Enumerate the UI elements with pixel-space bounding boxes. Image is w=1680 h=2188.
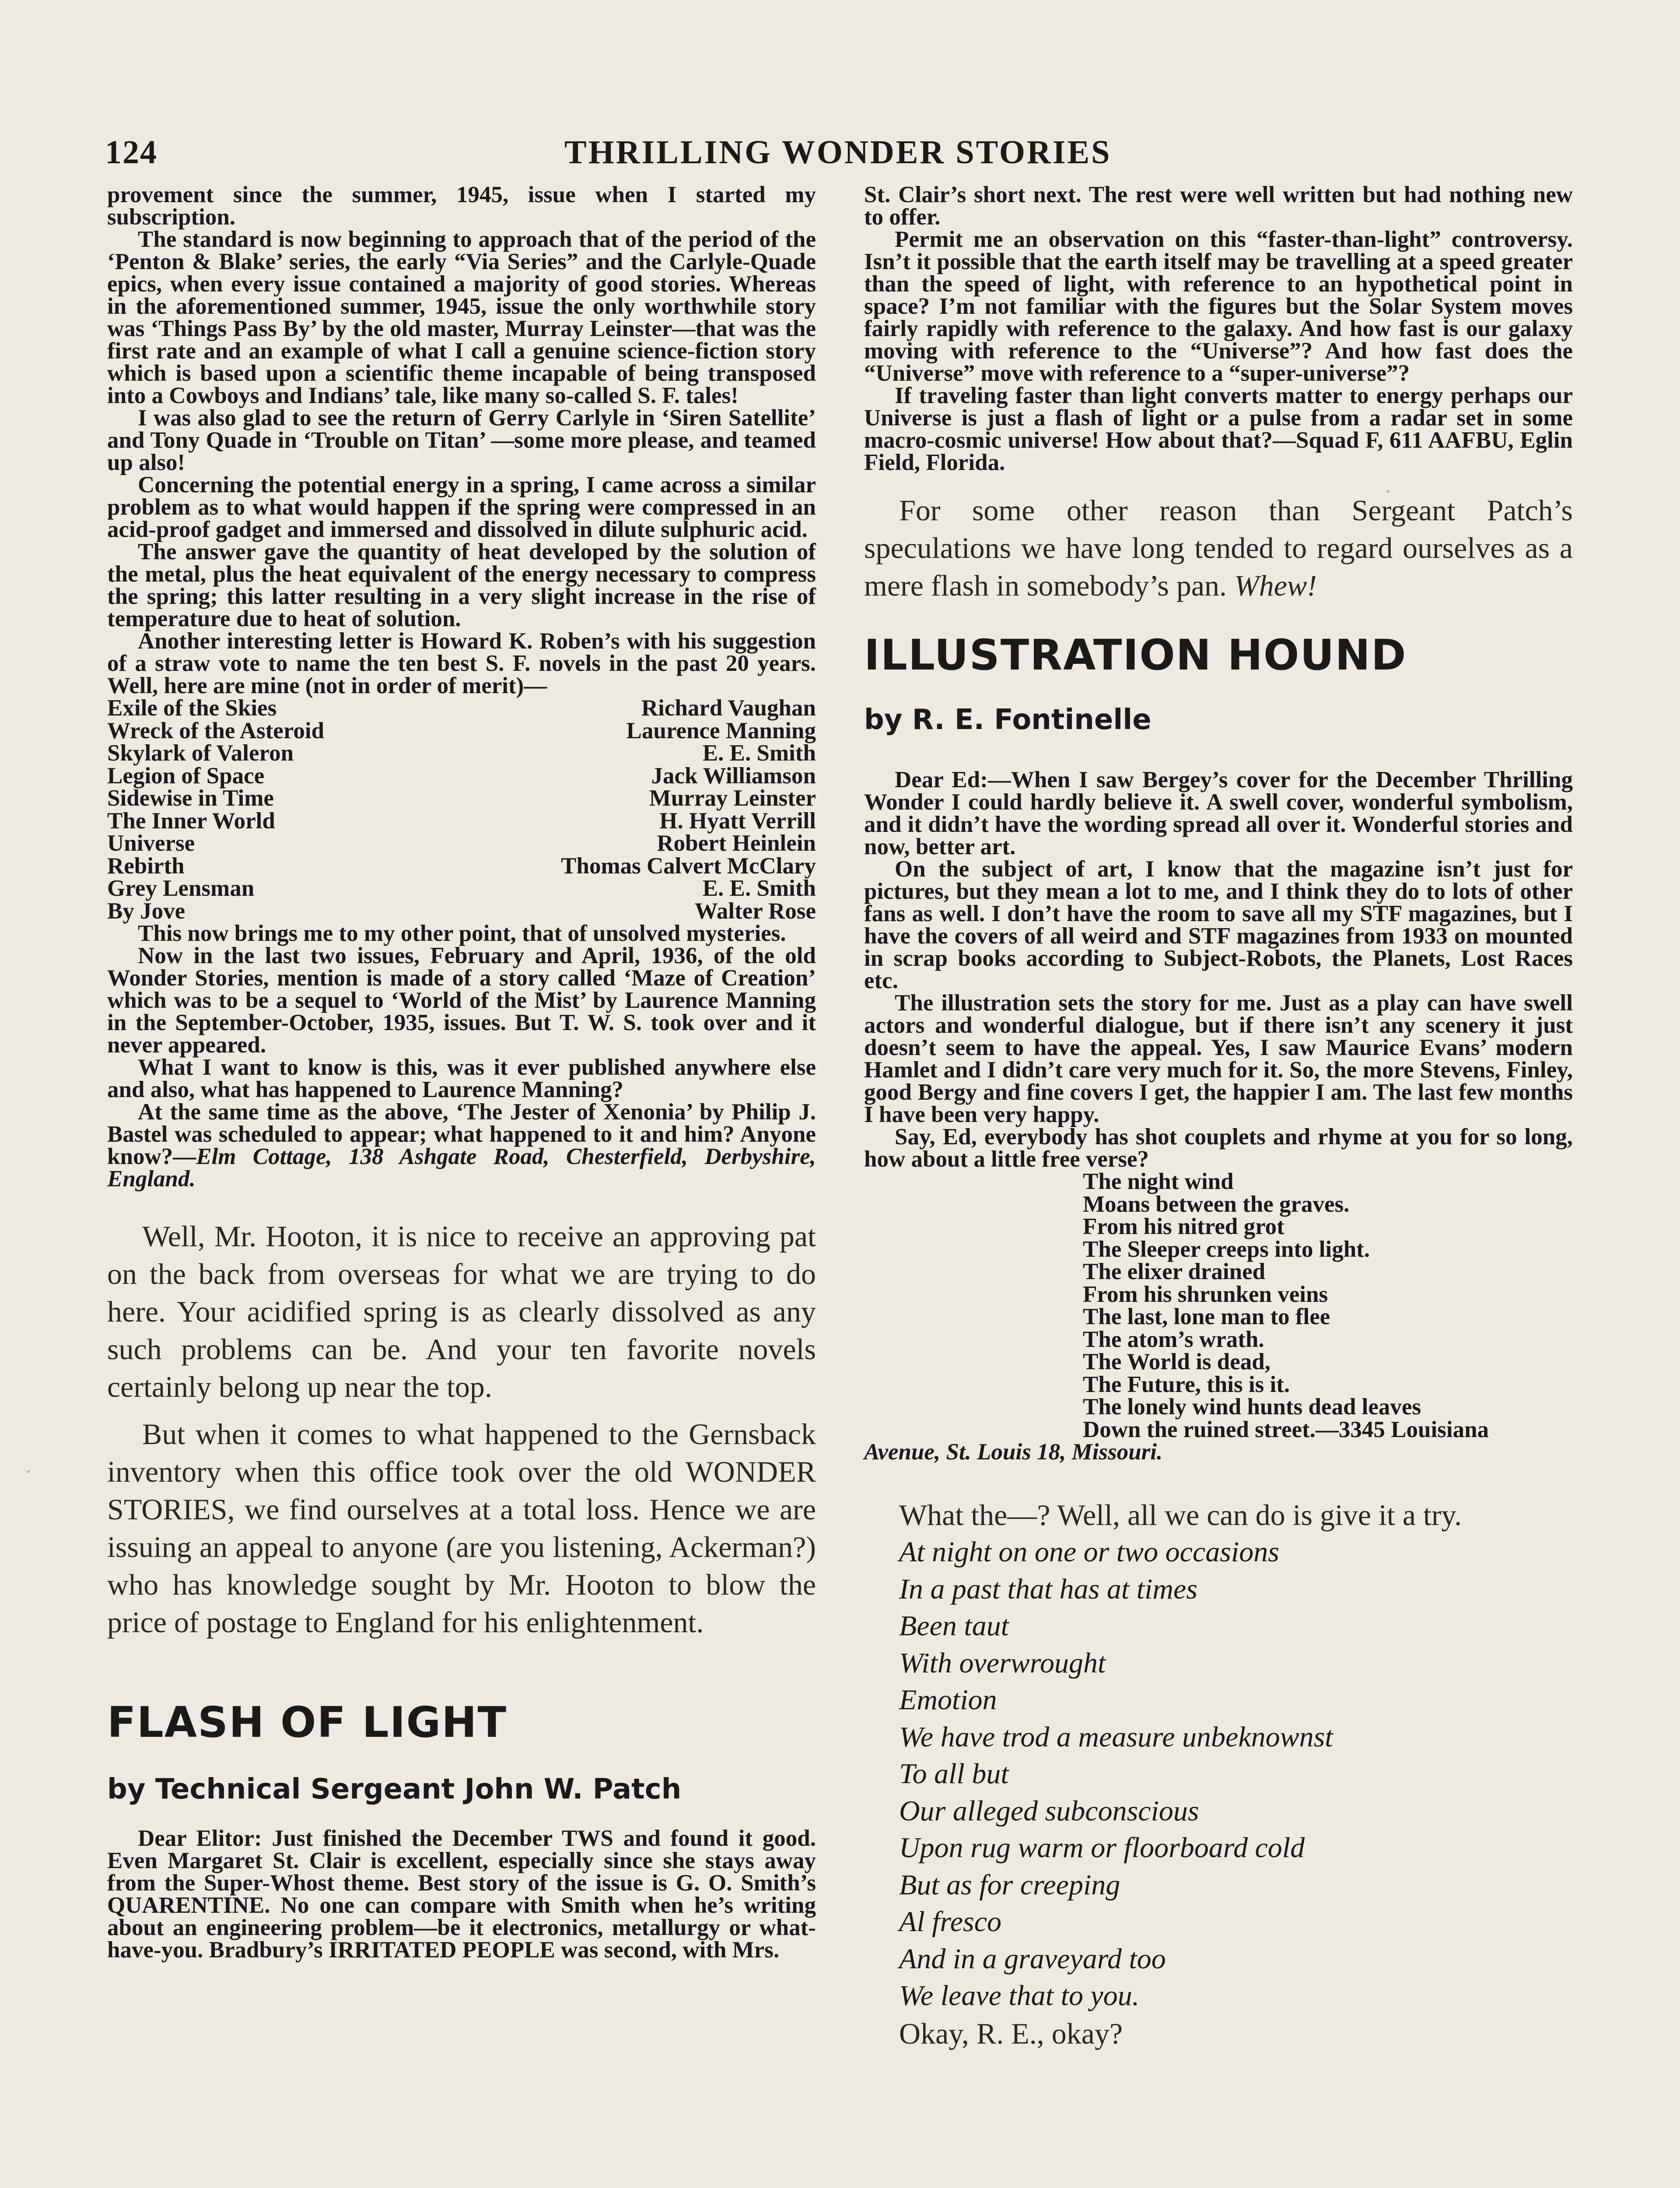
section-byline: by Technical Sergeant John W. Patch: [107, 1773, 682, 1806]
page-number: 124: [105, 134, 158, 171]
book-entry: [107, 742, 816, 765]
editor-response: But when it comes to what happened to the Gernsback inventory when this office took over the old WONDER STORIES, we find ourselves at a total loss. Hence we are issuing an appeal to anyone (are you listening, Ackerman?) who has knowledge sought by Mr. Hooton to blow the price of postage to England for his enlightenment.: [107, 1417, 816, 1639]
book-author: H. Hyatt Verrill: [659, 808, 816, 834]
letter-signature: Elm Cottage, 138 Ashgate Road, Chesterfield, Derbyshire, England.: [107, 1144, 816, 1192]
section-heading: FLASH OF LIGHT: [107, 1698, 508, 1747]
magazine-running-title: THRILLING WONDER STORIES: [564, 134, 1112, 171]
book-entry: [107, 697, 816, 720]
editor-response: [864, 491, 1573, 604]
book-entry: [107, 765, 816, 788]
book-entry: [107, 900, 816, 923]
letter-paragraph: Now in the last two issues, February and April, 1936, of the old Wonder Stories, mention is made of a story called ‘Maze of Creation’ which was to be a sequel to ‘World of the Mist’ by Laurence Manning in the September-October, 1935, issues. But T. W. S. took over and it never appeared.: [107, 943, 816, 1058]
letter-paragraph: Dear Elitor: Just finished the December TWS and found it good. Even Margaret St. Clair is excellent, especially since she stays away from the Super-Whost theme. Best story of the issue is G. O. Smith’s QUARENTINE. No one can compare with Smith when he’s writing about an engineering problem—be it electronics, metallurgy or what-have-you. Bradbury’s IRRITATED PEOPLE was second, with Mrs.: [107, 1826, 816, 1963]
poem-line: The night wind: [1083, 1169, 1234, 1194]
letter-paragraph: I was also glad to see the return of Gerry Carlyle in ‘Siren Satellite’ and Tony Quade in ‘Trouble on Titan’ —some more please, and teamed up also!: [107, 405, 816, 475]
book-title: Skylark of Valeron: [107, 740, 294, 766]
book-entry: [107, 877, 816, 900]
book-entry: [107, 787, 816, 810]
letter-paragraph: The illustration sets the story for me. Just as a play can have swell actors and wonderful dialogue, but if there isn’t any scenery it just doesn’t seem to have the appeal. Yes, I saw Maurice Evans’ modern Hamlet and I didn’t care very much for it. So, the more Stevens, Finley, good Bergy and fine covers I get, the happier I am. The last few months I have been very happy.: [864, 990, 1573, 1127]
letter-signature: Avenue, St. Louis 18, Missouri.: [864, 1439, 1163, 1465]
poem-line: From his shrunken veins: [1083, 1281, 1328, 1307]
book-author: E. E. Smith: [702, 876, 816, 901]
editor-response-text: For some other reason than Sergeant Patch’s speculations we have long tended to regard ourselves as a mere flash in somebody’s pan.: [864, 494, 1573, 602]
letter-paragraph: What I want to know is this, was it ever published anywhere else and also, what has happened to Laurence Manning?: [107, 1055, 816, 1102]
book-title: The Inner World: [107, 808, 275, 834]
verse-line: And in a graveyard too: [899, 1943, 1166, 1975]
book-title: Sidewise in Time: [107, 785, 274, 811]
letter-paragraph: This now brings me to my other point, that of unsolved mysteries.: [138, 921, 786, 946]
verse-line: In a past that has at times: [899, 1573, 1198, 1605]
poem-line: The atom’s wrath.: [1083, 1326, 1264, 1352]
poem-line: The World is dead,: [1083, 1349, 1271, 1375]
verse-line: With overwrought: [899, 1647, 1106, 1679]
verse-line: We have trod a measure unbeknownst: [899, 1721, 1333, 1753]
left-column: [107, 184, 816, 1961]
poem-line: The Sleeper creeps into light.: [1083, 1236, 1370, 1262]
section-byline: by R. E. Fontinelle: [864, 704, 1152, 736]
paper-speck: [27, 1470, 30, 1473]
verse-line: At night on one or two occasions: [899, 1536, 1279, 1568]
letter-paragraph: The standard is now beginning to approach that of the period of the ‘Penton & Blake’ series, the early “Via Series” and the Carlyle-Quade epics, when every issue contained a majority of good stories. Whereas in the aforementioned summer, 1945, issue the only worthwhile story was ‘Things Pass By’ by the old master, Murray Leinster—that was the first rate and an example of what I call a genuine science-fiction story which is based upon a scientific theme incapable of being transposed into a Cowboys and Indians’ tale, like many so-called S. F. tales!: [107, 227, 816, 408]
book-title: Grey Lensman: [107, 876, 255, 901]
letter-paragraph: Say, Ed, everybody has shot couplets and rhyme at you for so long, how about a little free verse?: [864, 1124, 1573, 1172]
book-list: [107, 697, 816, 922]
letter-paragraph: On the subject of art, I know that the magazine isn’t just for pictures, but they mean a lot to me, and I think they do to lots of other fans as well. I don’t have the room to save all my STF magazines, but I have the covers of all weird and STF magazines from 1933 on mounted in scrap books according to Subject-Robots, the Planets, Lost Races etc.: [864, 856, 1573, 993]
letter-paragraph: Concerning the potential energy in a spring, I came across a similar problem as to what would happen if the spring were compressed in an acid-proof gadget and immersed and dissolved in dilute sulphuric acid.: [107, 472, 816, 542]
poem-line: Moans between the graves.: [1083, 1191, 1350, 1217]
book-entry: [107, 810, 816, 833]
book-author: Richard Vaughan: [641, 695, 816, 721]
book-author: Robert Heinlein: [657, 831, 816, 856]
book-title: By Jove: [107, 898, 186, 924]
poem-line: Down the ruined street.—3345 Louisiana: [1083, 1417, 1489, 1442]
editor-response: What the—? Well, all we can do is give it a try.: [899, 1498, 1462, 1532]
verse-line: But as for creeping: [899, 1869, 1120, 1901]
book-author: Thomas Calvert McClary: [561, 853, 816, 879]
right-column: [864, 184, 1573, 2052]
book-title: Legion of Space: [107, 763, 265, 789]
verse-line: Upon rug warm or floorboard cold: [899, 1832, 1305, 1864]
book-author: Murray Leinster: [649, 785, 816, 811]
book-title: Exile of the Skies: [107, 695, 277, 721]
letter-paragraph: Dear Ed:—When I saw Bergey’s cover for the December Thrilling Wonder I could hardly believe it. A swell cover, wonderful symbolism, and it didn’t have the wording spread all over it. Wonderful stories and now, better art.: [864, 767, 1573, 859]
book-author: Jack Williamson: [651, 763, 816, 789]
book-title: Universe: [107, 831, 195, 856]
verse-line: Our alleged subconscious: [899, 1795, 1199, 1827]
book-title: Wreck of the Asteroid: [107, 718, 325, 743]
letter-paragraph: The answer gave the quantity of heat developed by the solution of the metal, plus the heat equivalent of the energy necessary to compress the spring; this latter resulting in a very slight increase in the rise of temperature due to heat of solution.: [107, 539, 816, 631]
letter-paragraph: [107, 1101, 816, 1190]
section-heading: ILLUSTRATION HOUND: [864, 631, 1407, 680]
book-author: E. E. Smith: [702, 740, 816, 766]
editor-response: Well, Mr. Hooton, it is nice to receive an approving pat on the back from overseas for what we are trying to do here. Your acidified spring is as clearly dissolved as any such problems can be. And your ten favorite novels certainly belong up near the top.: [107, 1220, 816, 1403]
letter-paragraph: Permit me an observation on this “faster-than-light” controversy. Isn’t it possible that the earth itself may be travelling at a speed greater than the speed of light, with reference to an hypothetical point in space? I’m not familiar with the figures but the Solar System moves fairly rapidly with reference to the galaxy. And how fast is our galaxy moving with reference to the “Universe”? And how fast does the “Universe” move with reference to a “super-universe”?: [864, 227, 1573, 386]
editor-verse: [899, 1534, 1573, 2015]
reader-poem: [1083, 1171, 1573, 1441]
letter-paragraph: Another interesting letter is Howard K. Roben’s with his suggestion of a straw vote to name the ten best S. F. novels in the past 20 years. Well, here are mine (not in order of merit)—: [107, 628, 816, 698]
poem-line: The lonely wind hunts dead leaves: [1083, 1394, 1421, 1420]
paper-speck: [1387, 490, 1390, 493]
letter-paragraph: St. Clair’s short next. The rest were well written but had nothing new to offer.: [864, 182, 1573, 230]
letter-paragraph: If traveling faster than light converts matter to energy perhaps our Universe is just a flash of light or a pulse from a radar set in some macro-cosmic universe! How about that?—Squad F, 611 AAFBU, Eglin Field, Florida.: [864, 383, 1573, 475]
editor-response-exclamation: Whew!: [1234, 569, 1317, 602]
book-title: Rebirth: [107, 853, 185, 879]
letter-text: At the same time as the above, ‘The Jester of Xenonia’ by Philip J. Bastel was scheduled to appear; what happened to it and him? Anyone know?—: [107, 1099, 816, 1169]
book-author: Laurence Manning: [626, 718, 816, 743]
poem-line: The Future, this is it.: [1083, 1371, 1290, 1397]
verse-line: Emotion: [899, 1684, 997, 1716]
poem-line: The last, lone man to flee: [1083, 1304, 1330, 1329]
verse-line: Been taut: [899, 1610, 1009, 1642]
verse-line: We leave that to you.: [899, 1980, 1140, 2012]
letter-paragraph: provement since the summer, 1945, issue when I started my subscription.: [107, 182, 816, 230]
verse-line: To all but: [899, 1758, 1009, 1790]
verse-line: Al fresco: [899, 1906, 1001, 1938]
book-author: Walter Rose: [694, 898, 816, 924]
book-entry: [107, 720, 816, 743]
poem-line: From his nitred grot: [1083, 1214, 1284, 1239]
editor-closing: Okay, R. E., okay?: [899, 2016, 1123, 2050]
book-entry: [107, 832, 816, 855]
book-entry: [107, 855, 816, 878]
poem-line: The elixer drained: [1083, 1259, 1266, 1284]
